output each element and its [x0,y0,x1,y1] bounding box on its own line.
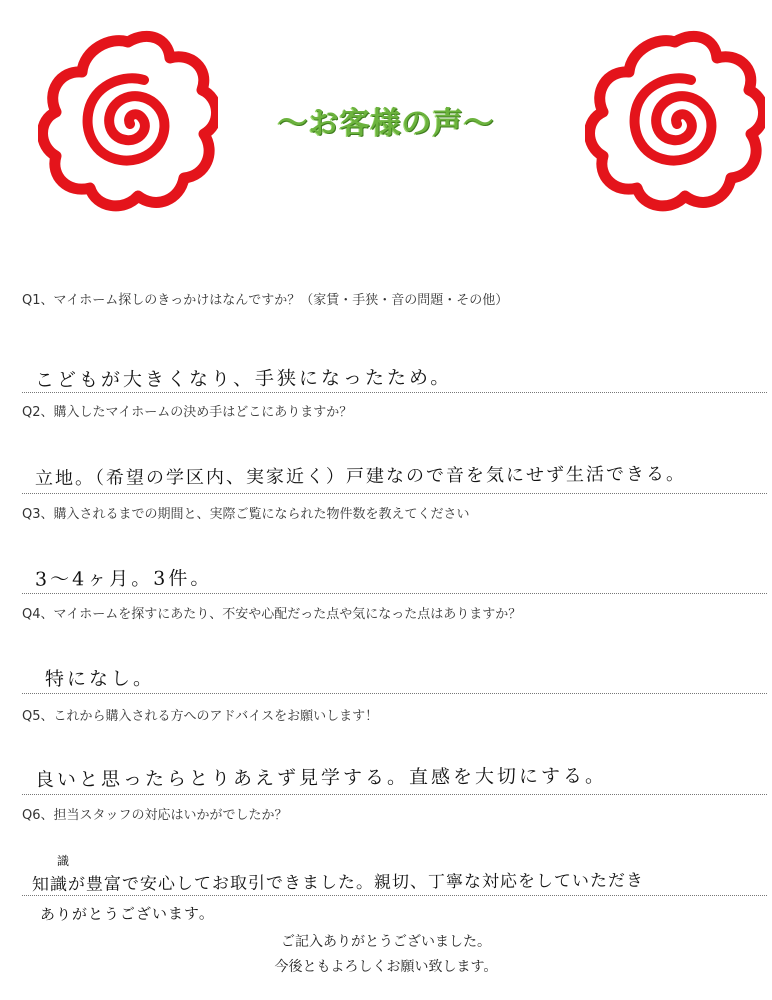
answer-3: 3～4ヶ月。3件。 [34,567,213,591]
closing-regards: 今後ともよろしくお願い致します。 [274,959,498,975]
question-2: Q2、購入したマイホームの決め手はどこにありますか？ [22,405,353,420]
question-1: Q1、マイホーム探しのきっかけはなんですか？（家賃・手狭・音の問題・その他） [22,293,509,308]
answer-6-continued: ありがとうございます。 [39,904,215,924]
question-6: Q6、担当スタッフの対応はいかがでしたか？ [22,808,288,823]
question-3: Q3、購入されるまでの期間と、実際ご覧になられた物件数を教えてください [22,507,470,522]
answer-line [22,693,767,694]
answer-1: こどもが大きくなり、手狭になったため。 [34,366,453,392]
question-5: Q5、これから購入される方へのアドバイスをお願いします！ [22,709,379,724]
closing-thanks: ご記入ありがとうございました。 [281,934,491,950]
page-title: ～お客様の声～ [277,106,495,141]
answer-line [22,794,767,795]
answer-line [22,895,767,896]
answer-2: 立地。（希望の学区内、実家近く）戸建なので音を気にせず生活できる。 [34,463,687,490]
question-4: Q4、マイホームを探すにあたり、不安や心配だった点や気になった点はありますか？ [22,607,522,622]
answer-line [22,493,767,494]
answer-6: 知識が豊富で安心してお取引できました。親切、丁寧な対応をしていただき [31,870,645,896]
answer-line [22,593,767,594]
correction-mark: 識 [57,854,70,868]
answer-5: 良いと思ったらとりあえず見学する。直感を大切にする。 [34,765,608,791]
answer-line [22,392,767,393]
answer-4: 特になし。 [44,667,156,691]
